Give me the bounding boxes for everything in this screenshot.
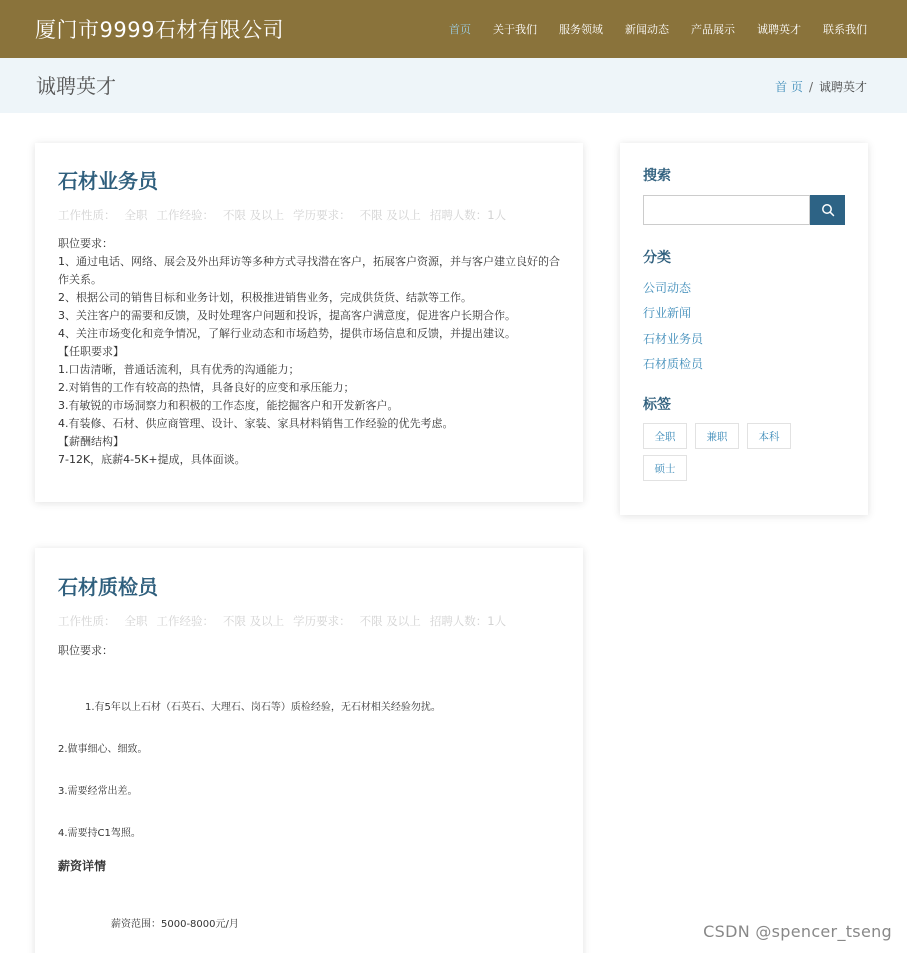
job-meta — [58, 207, 515, 223]
desc-line: 2.对销售的工作有较高的热情，具备良好的应变和承压能力； — [58, 381, 355, 394]
page-title-bar — [0, 58, 907, 113]
meta-experience-value: 不限 及以上 — [223, 614, 285, 628]
job-meta — [58, 613, 515, 629]
salary-heading: 薪资详情 — [58, 859, 107, 873]
meta-nature-label: 工作性质： — [58, 614, 116, 628]
desc-line: 职位要求： — [58, 237, 113, 250]
nav-news[interactable]: 新闻动态 — [625, 23, 669, 36]
nav-products[interactable]: 产品展示 — [691, 23, 735, 36]
desc-line: 4.有装修、石材、供应商管理、设计、家装、家具材料销售工作经验的优先考虑。 — [58, 417, 454, 430]
meta-experience-value: 不限 及以上 — [223, 208, 285, 222]
meta-nature-value: 全职 — [124, 208, 148, 222]
job-card-inspector — [35, 548, 583, 953]
salary-range: 薪资范围：5000-8000元/月 — [111, 919, 239, 930]
sidebar — [620, 143, 868, 515]
top-navbar — [0, 0, 907, 58]
job-card-sales — [35, 143, 583, 502]
meta-experience-label: 工作经验： — [156, 614, 214, 628]
meta-education-label: 学历要求： — [293, 208, 351, 222]
search-input[interactable] — [643, 195, 810, 225]
nav-services[interactable]: 服务领域 — [559, 23, 603, 36]
page-title: 诚聘英才 — [36, 74, 116, 98]
tag-bachelor[interactable]: 本科 — [747, 423, 791, 449]
tags-heading: 标签 — [643, 397, 671, 413]
requirement-item: 2.做事细心、细致。 — [58, 744, 148, 755]
requirement-item: 4.需要持C1驾照。 — [58, 828, 141, 839]
desc-line: 2、根据公司的销售目标和业务计划，积极推进销售业务，完成供货货、结款等工作。 — [58, 291, 472, 304]
main-nav — [449, 21, 867, 37]
meta-experience-label: 工作经验： — [156, 208, 214, 222]
meta-education-value: 不限 及以上 — [359, 614, 421, 628]
job-title[interactable]: 石材业务员 — [58, 169, 158, 193]
desc-line: 3.有敏锐的市场洞察力和积极的工作态度，能挖掘客户和开发新客户。 — [58, 399, 399, 412]
tag-fulltime[interactable]: 全职 — [643, 423, 687, 449]
desc-line: 7-12K，底薪4-5K+提成，具体面谈。 — [58, 453, 246, 466]
category-link-company-news[interactable]: 公司动态 — [643, 281, 692, 295]
desc-line: 【任职要求】 — [58, 345, 124, 358]
job-description — [58, 235, 563, 469]
meta-nature-label: 工作性质： — [58, 208, 116, 222]
nav-home[interactable]: 首页 — [449, 23, 471, 36]
category-link-industry-news[interactable]: 行业新闻 — [643, 306, 692, 320]
desc-line: 1.口齿清晰，普通话流利，具有优秀的沟通能力； — [58, 363, 300, 376]
meta-headcount: 招聘人数：1人 — [429, 614, 507, 628]
category-link-inspector[interactable]: 石材质检员 — [643, 357, 704, 371]
nav-about[interactable]: 关于我们 — [493, 23, 537, 36]
search-icon — [821, 203, 835, 217]
search-heading: 搜索 — [643, 168, 671, 184]
desc-line: 3、关注客户的需要和反馈，及时处理客户问题和投诉，提高客户满意度，促进客户长期合作。 — [58, 309, 516, 322]
tag-parttime[interactable]: 兼职 — [695, 423, 739, 449]
meta-education-value: 不限 及以上 — [359, 208, 421, 222]
desc-line: 1、通过电话、网络、展会及外出拜访等多种方式寻找潜在客户，拓展客户资源，并与客户建立良好的合作关系。 — [58, 255, 560, 286]
meta-nature-value: 全职 — [124, 614, 148, 628]
nav-contact[interactable]: 联系我们 — [823, 23, 867, 36]
watermark: CSDN @spencer_tseng — [703, 922, 892, 941]
requirement-item: 1.有5年以上石材（石英石、大理石、岗石等）质检经验，无石材相关经验勿扰。 — [85, 702, 441, 713]
requirement-item: 3.需要经常出差。 — [58, 786, 138, 797]
breadcrumb — [775, 78, 867, 95]
requirements-label: 职位要求： — [58, 644, 113, 657]
meta-education-label: 学历要求： — [293, 614, 351, 628]
breadcrumb-home[interactable]: 首 页 — [775, 80, 803, 94]
desc-line: 4、关注市场变化和竞争情况，了解行业动态和市场趋势，提供市场信息和反馈，并提出建议。 — [58, 327, 516, 340]
tag-master[interactable]: 硕士 — [643, 455, 687, 481]
nav-careers[interactable]: 诚聘英才 — [757, 23, 801, 36]
breadcrumb-separator: / — [808, 80, 813, 94]
desc-line: 【薪酬结构】 — [58, 435, 124, 448]
breadcrumb-current: 诚聘英才 — [818, 80, 867, 94]
site-brand[interactable]: 厦门市9999石材有限公司 — [35, 18, 284, 42]
meta-headcount: 招聘人数：1人 — [429, 208, 507, 222]
job-title[interactable]: 石材质检员 — [58, 575, 158, 599]
search-button[interactable] — [810, 195, 845, 225]
category-link-sales[interactable]: 石材业务员 — [643, 332, 704, 346]
category-heading: 分类 — [643, 250, 671, 266]
